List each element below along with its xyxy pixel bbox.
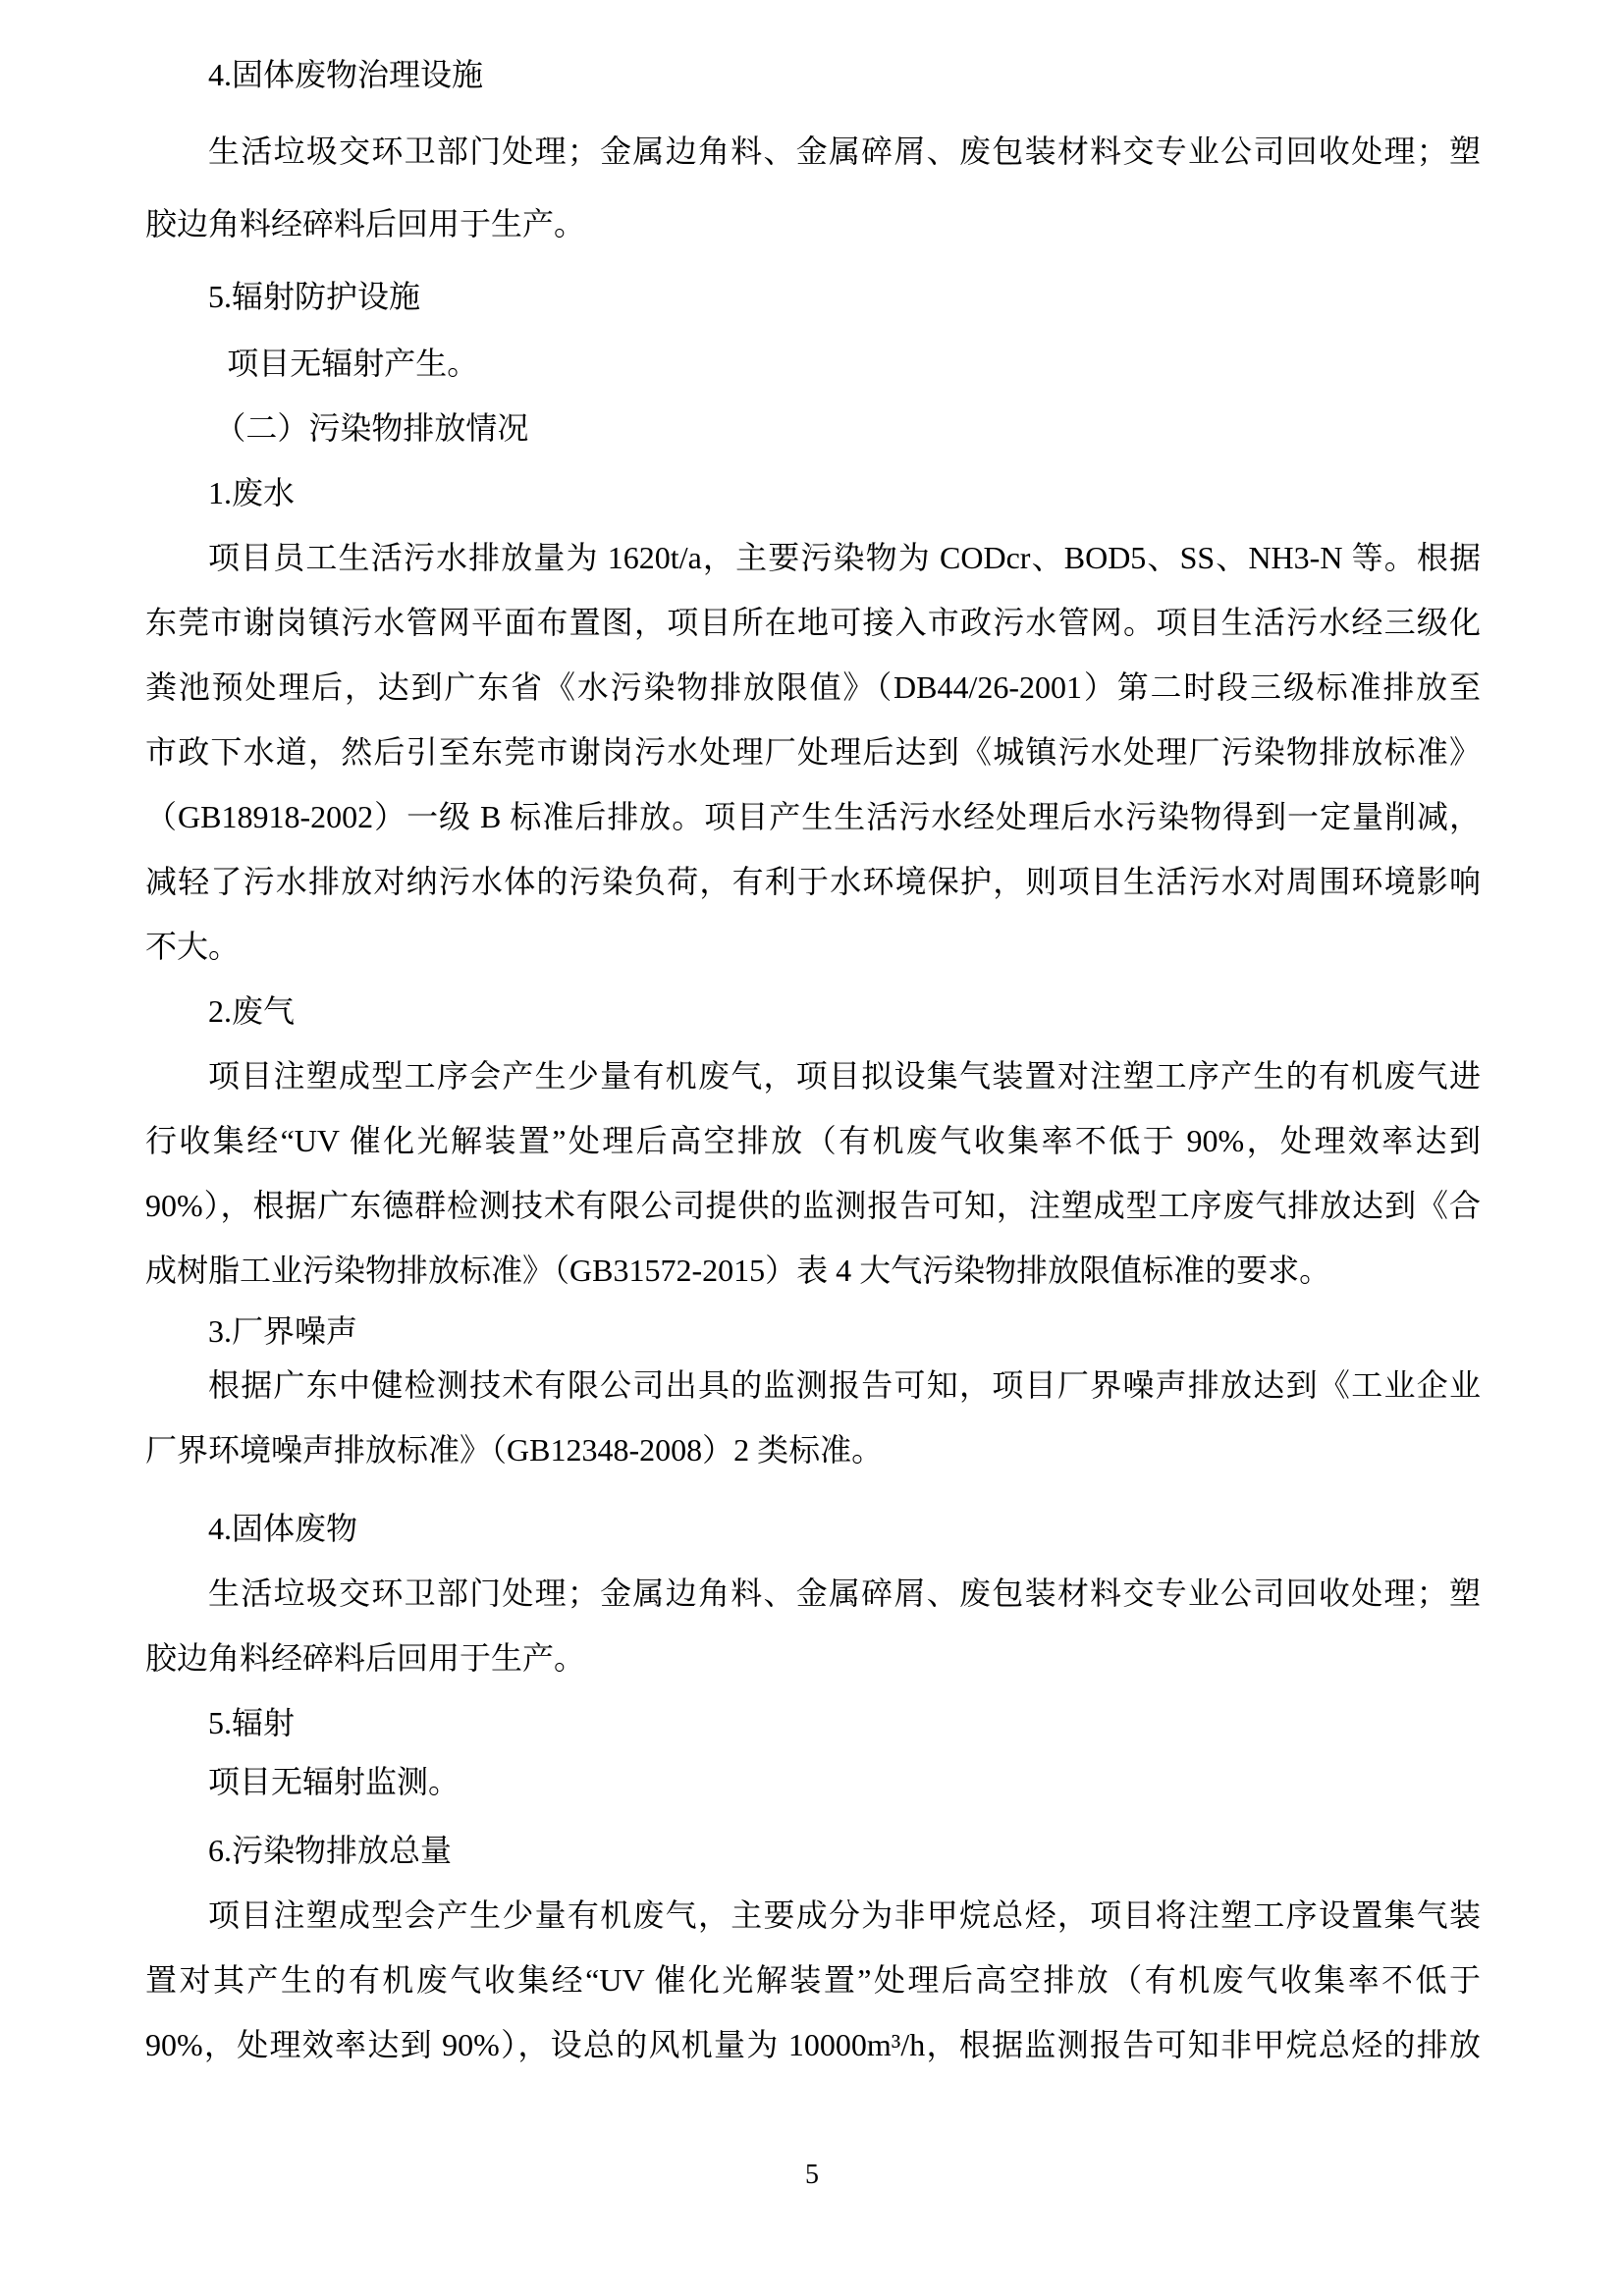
doc-line: 根据广东中健检测技术有限公司出具的监测报告可知，项目厂界噪声排放达到《工业企业 <box>208 1367 1481 1403</box>
doc-line: 生活垃圾交环卫部门处理；金属边角料、金属碎屑、废包装材料交专业公司回收处理；塑 <box>208 1575 1481 1611</box>
doc-line: 胶边角料经碎料后回用于生产。 <box>145 1640 586 1676</box>
doc-line: 项目无辐射监测。 <box>208 1764 460 1799</box>
doc-line: 粪池预处理后，达到广东省《水污染物排放限值》（DB44/26-2001）第二时段三级标准排放至 <box>145 669 1481 705</box>
doc-line: 不大。 <box>145 929 241 964</box>
doc-line: 3.厂界噪声 <box>208 1313 358 1349</box>
doc-line: 成树脂工业污染物排放标准》（GB31572-2015）表 4 大气污染物排放限值标准的要求。 <box>145 1253 1331 1288</box>
doc-line: 生活垃圾交环卫部门处理；金属边角料、金属碎屑、废包装材料交专业公司回收处理；塑 <box>208 133 1481 169</box>
doc-line: 项目注塑成型工序会产生少量有机废气，项目拟设集气装置对注塑工序产生的有机废气进 <box>208 1058 1481 1094</box>
doc-line: 4.固体废物治理设施 <box>208 57 484 92</box>
document-body <box>145 42 1481 2077</box>
doc-line: 90%），根据广东德群检测技术有限公司提供的监测报告可知，注塑成型工序废气排放达到《合 <box>145 1188 1481 1223</box>
doc-line: 东莞市谢岗镇污水管网平面布置图，项目所在地可接入市政污水管网。项目生活污水经三级化 <box>145 605 1481 640</box>
page-number: 5 <box>805 2160 819 2190</box>
doc-line: 4.固体废物 <box>208 1511 358 1546</box>
doc-line: 胶边角料经碎料后回用于生产。 <box>145 206 586 241</box>
doc-line: 项目无辐射产生。 <box>227 346 479 381</box>
doc-line: 减轻了污水排放对纳污水体的污染负荷，有利于水环境保护，则项目生活污水对周围环境影响 <box>145 864 1481 899</box>
doc-line: 项目注塑成型会产生少量有机废气，主要成分为非甲烷总烃，项目将注塑工序设置集气装 <box>208 1897 1481 1933</box>
doc-line: 1.废水 <box>208 475 296 510</box>
doc-line: 项目员工生活污水排放量为 1620t/a，主要污染物为 CODcr、BOD5、SS、NH3-N 等。根据 <box>208 540 1481 575</box>
doc-line: 5.辐射 <box>208 1705 296 1740</box>
doc-line: 90%，处理效率达到 90%），设总的风机量为 10000m³/h，根据监测报告可知非甲烷总烃的排放 <box>145 2027 1481 2062</box>
doc-line: 市政下水道，然后引至东莞市谢岗污水处理厂处理后达到《城镇污水处理厂污染物排放标准》 <box>145 734 1481 770</box>
doc-line: （GB18918-2002）一级 B 标准后排放。项目产生生活污水经处理后水污染物得到一定量削减， <box>145 799 1481 834</box>
doc-line: 置对其产生的有机废气收集经“UV 催化光解装置”处理后高空排放（有机废气收集率不低于 <box>145 1962 1481 1998</box>
doc-line: 6.污染物排放总量 <box>208 1833 453 1868</box>
doc-line: 5.辐射防护设施 <box>208 279 421 314</box>
doc-line: 行收集经“UV 催化光解装置”处理后高空排放（有机废气收集率不低于 90%，处理效率达到 <box>145 1123 1481 1158</box>
doc-line: 2.废气 <box>208 993 296 1029</box>
doc-line: （二）污染物排放情况 <box>214 410 529 446</box>
doc-line: 厂界环境噪声排放标准》（GB12348-2008）2 类标准。 <box>145 1432 884 1468</box>
